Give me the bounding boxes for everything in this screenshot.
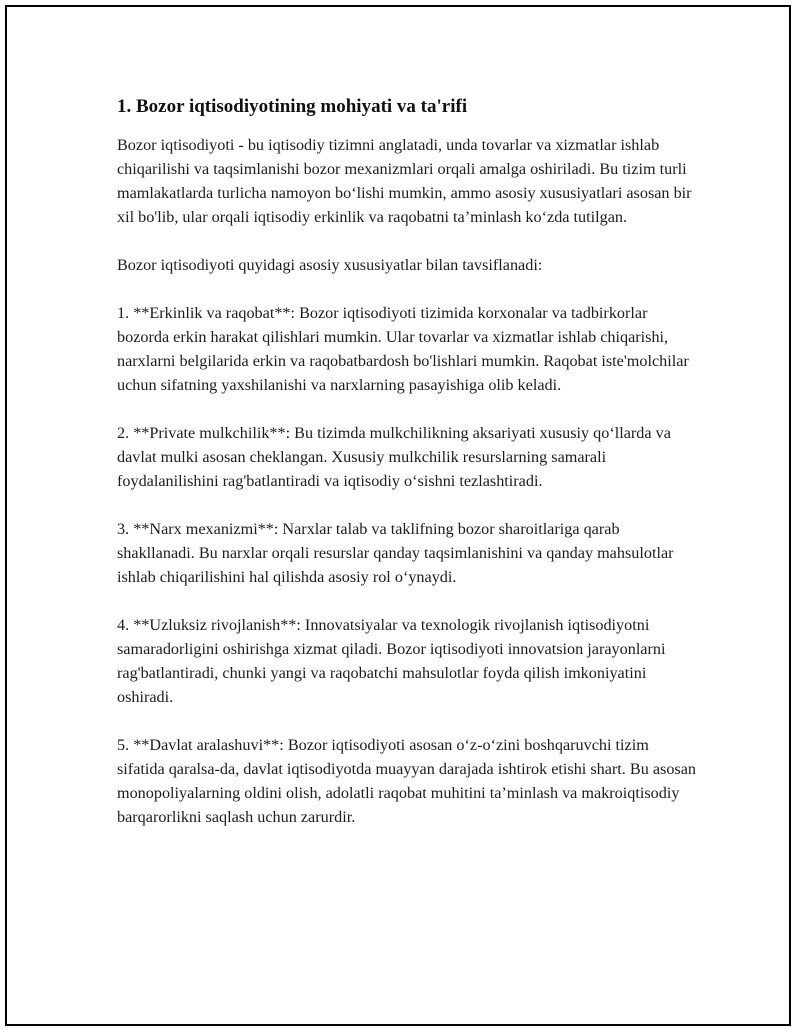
paragraph-intro: Bozor iqtisodiyoti - bu iqtisodiy tizimni anglatadi, unda tovarlar va xizmatlar ishlab chiqarilishi va taqsimlanishi bozor mexanizmlari orqali amalga oshiriladi. Bu tizim turli mamlakatlarda turlicha namoyon boʻlishi mumkin, ammo asosiy xususiyatlari asosan bir xil bo'lib, ular orqali iqtisodiy erkinlik va raqobatni taʼminlash koʻzda tutilgan. xyxy=(117,136,692,226)
section-heading: 1. Bozor iqtisodiyotining mohiyati va ta'rifi xyxy=(117,96,468,117)
list-item-private-ownership: 2. **Private mulkchilik**: Bu tizimda mulkchilikning aksariyati xususiy qoʻllarda va davlat mulki asosan cheklangan. Xususiy mulkchilik resurslarning samarali foydalanilishini rag'batlantiradi va iqtisodiy oʻsishni tezlashtiradi. xyxy=(117,424,671,490)
list-item-price-mechanism: 3. **Narx mexanizmi**: Narxlar talab va taklifning bozor sharoitlariga qarab shakllanadi. Bu narxlar orqali resurslar qanday taqsimlanishini va qanday mahsulotlar ishlab chiqarilishini hal qilishda asosiy rol oʻynaydi. xyxy=(117,520,674,586)
list-item-continuous-development: 4. **Uzluksiz rivojlanish**: Innovatsiyalar va texnologik rivojlanish iqtisodiyotni samaradorligini oshirishga xizmat qiladi. Bozor iqtisodiyoti innovatsion jarayonlarni rag'batlantiradi, chunki yangi va raqobatchi mahsulotlar foyda qilish imkoniyatini oshiradi. xyxy=(117,616,666,706)
list-item-freedom-competition: 1. **Erkinlik va raqobat**: Bozor iqtisodiyoti tizimida korxonalar va tadbirkorlar bozorda erkin harakat qilishlari mumkin. Ular tovarlar va xizmatlar ishlab chiqarishi, narxlarni belgilarida erkin va raqobatbardosh bo'lishlari mumkin. Raqobat iste'molchilar uchun sifatning yaxshilanishi va narxlarning pasayishiga olib keladi. xyxy=(117,304,689,394)
paragraph-features-lead: Bozor iqtisodiyoti quyidagi asosiy xususiyatlar bilan tavsiflanadi: xyxy=(117,256,543,274)
list-item-state-intervention: 5. **Davlat aralashuvi**: Bozor iqtisodiyoti asosan oʻz-oʻzini boshqaruvchi tizim sifatida qaralsa-da, davlat iqtisodiyotda muayyan darajada ishtirok etishi shart. Bu asosan monopoliyalarning oldini olish, adolatli raqobat muhitini taʼminlash va makroiqtisodiy barqarorlikni saqlash uchun zarurdir. xyxy=(117,736,696,826)
document-body xyxy=(117,94,697,853)
